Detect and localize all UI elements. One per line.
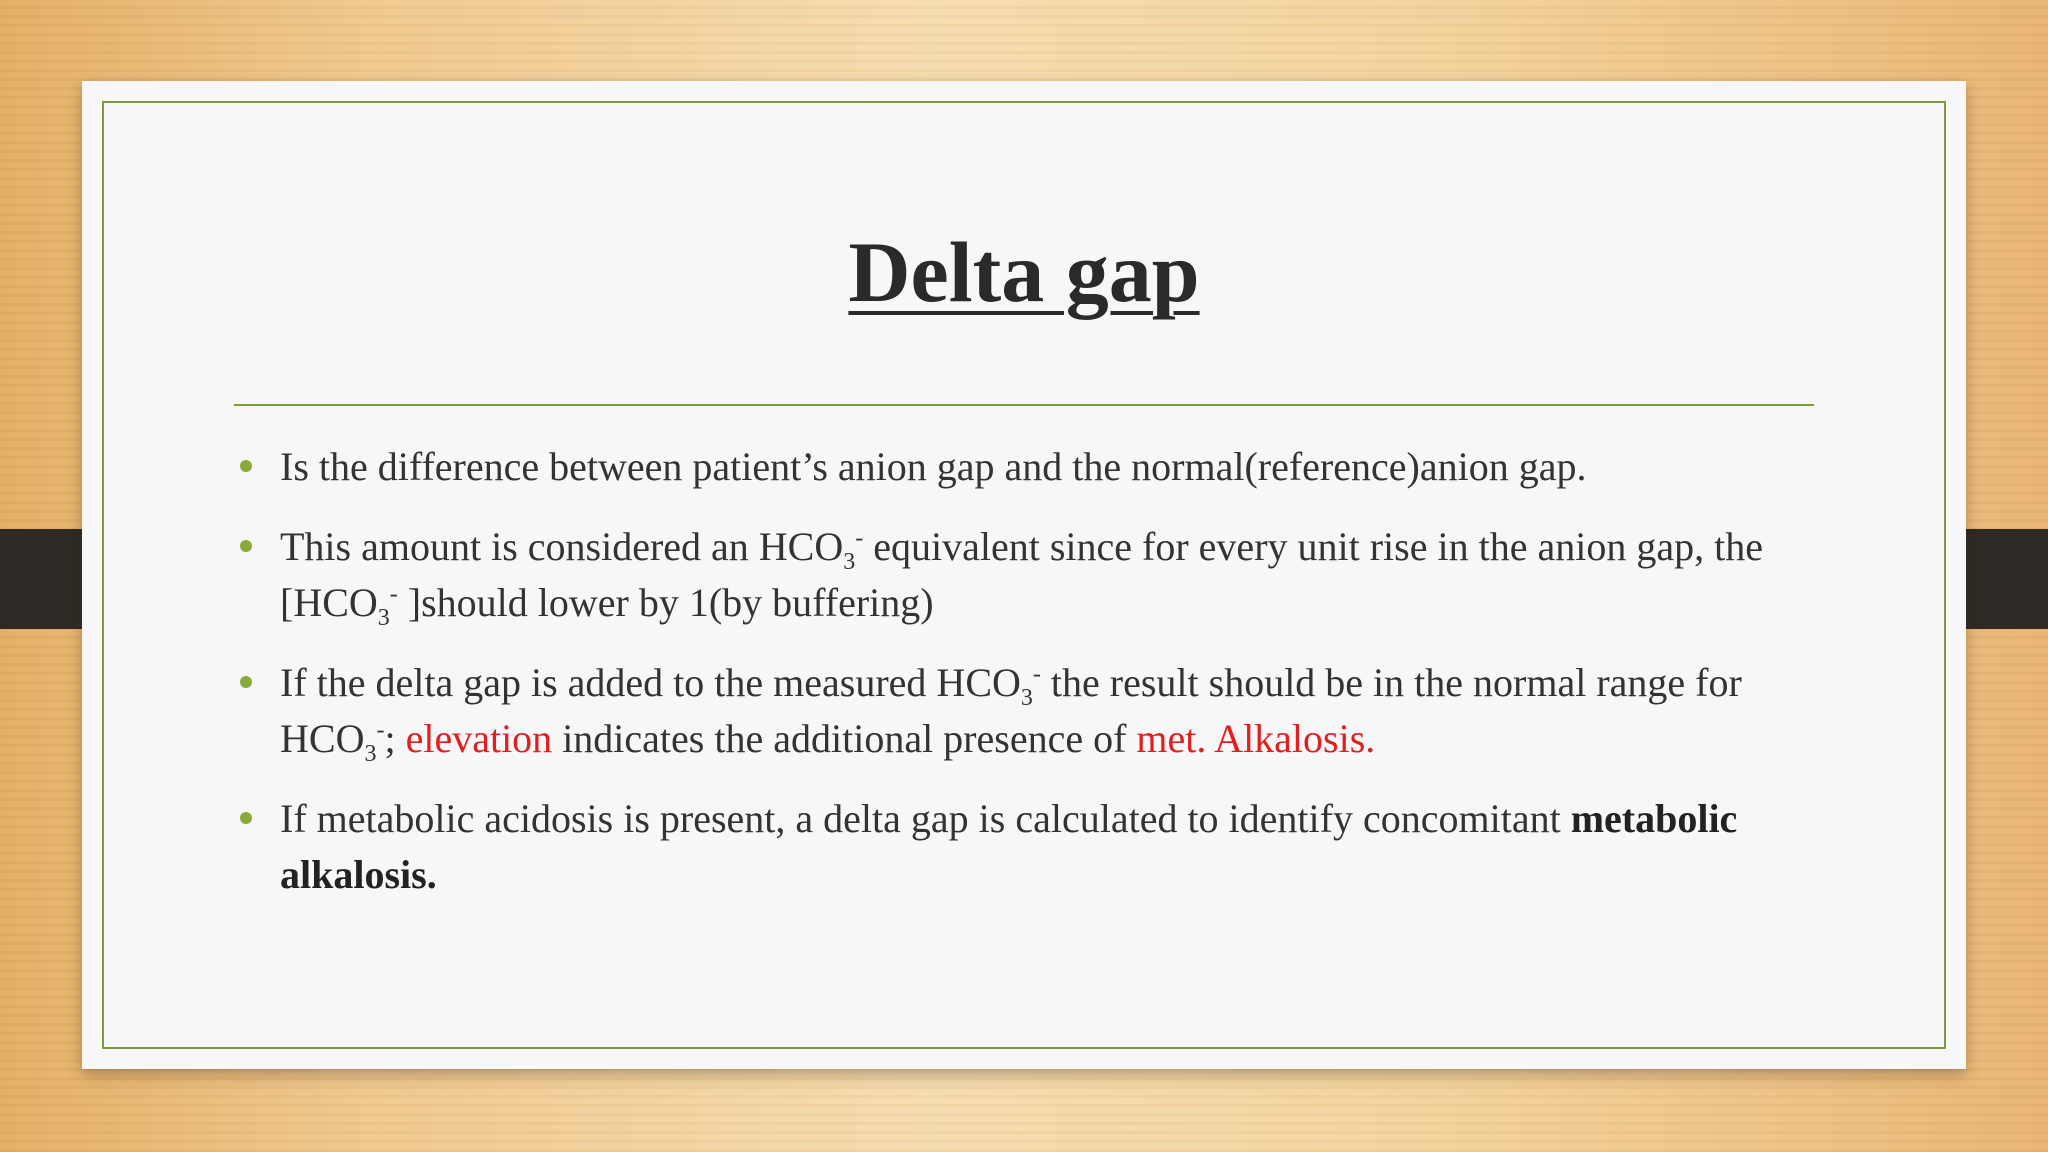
bullet-4-text-part1: If metabolic acidosis is present, a delta gap is calculated to identify concomitant xyxy=(280,796,1571,841)
bullet-2-subscript-2: 3 xyxy=(377,605,390,631)
bullet-item-3 xyxy=(234,655,1834,767)
bullet-2-text-part2: equivalent since for every unit rise in the anion gap, the [HCO xyxy=(280,524,1763,625)
slide-title: Delta gap xyxy=(848,224,1200,320)
bullet-3-highlight-alkalosis: met. Alkalosis. xyxy=(1136,716,1376,761)
bullet-item-1 xyxy=(234,439,1834,495)
bullet-2-superscript-1: - xyxy=(855,525,864,552)
bullet-3-text-part1: If the delta gap is added to the measured HCO xyxy=(280,660,1021,705)
bullet-item-4 xyxy=(234,791,1834,903)
slide xyxy=(82,81,1966,1069)
bullet-3-subscript-2: 3 xyxy=(364,741,377,767)
bullet-2-text-part1: This amount is considered an HCO xyxy=(280,524,844,569)
bullet-2-superscript-2: - xyxy=(389,581,398,608)
bullet-3-subscript-1: 3 xyxy=(1020,685,1033,711)
bullet-2-text-part3: ]should lower by 1(by buffering) xyxy=(397,580,934,625)
bullet-3-highlight-elevation: elevation xyxy=(405,716,553,761)
bullet-4-bold-text: metabolic alkalosis. xyxy=(280,796,1738,897)
bullet-3-text-part3: ; xyxy=(384,716,406,761)
bullet-2-subscript-1: 3 xyxy=(843,549,856,575)
bullet-1-text: Is the difference between patient’s anion gap and the normal(reference)anion gap. xyxy=(280,444,1587,489)
bullet-list xyxy=(234,439,1834,927)
title-divider xyxy=(234,404,1814,406)
bullet-3-text-part4: indicates the additional presence of xyxy=(552,716,1137,761)
bullet-item-2 xyxy=(234,519,1834,631)
bullet-3-text-part2: the result should be in the normal range for HCO xyxy=(280,660,1742,761)
bullet-3-superscript-2: - xyxy=(376,717,385,744)
bullet-3-superscript-1: - xyxy=(1032,661,1041,688)
